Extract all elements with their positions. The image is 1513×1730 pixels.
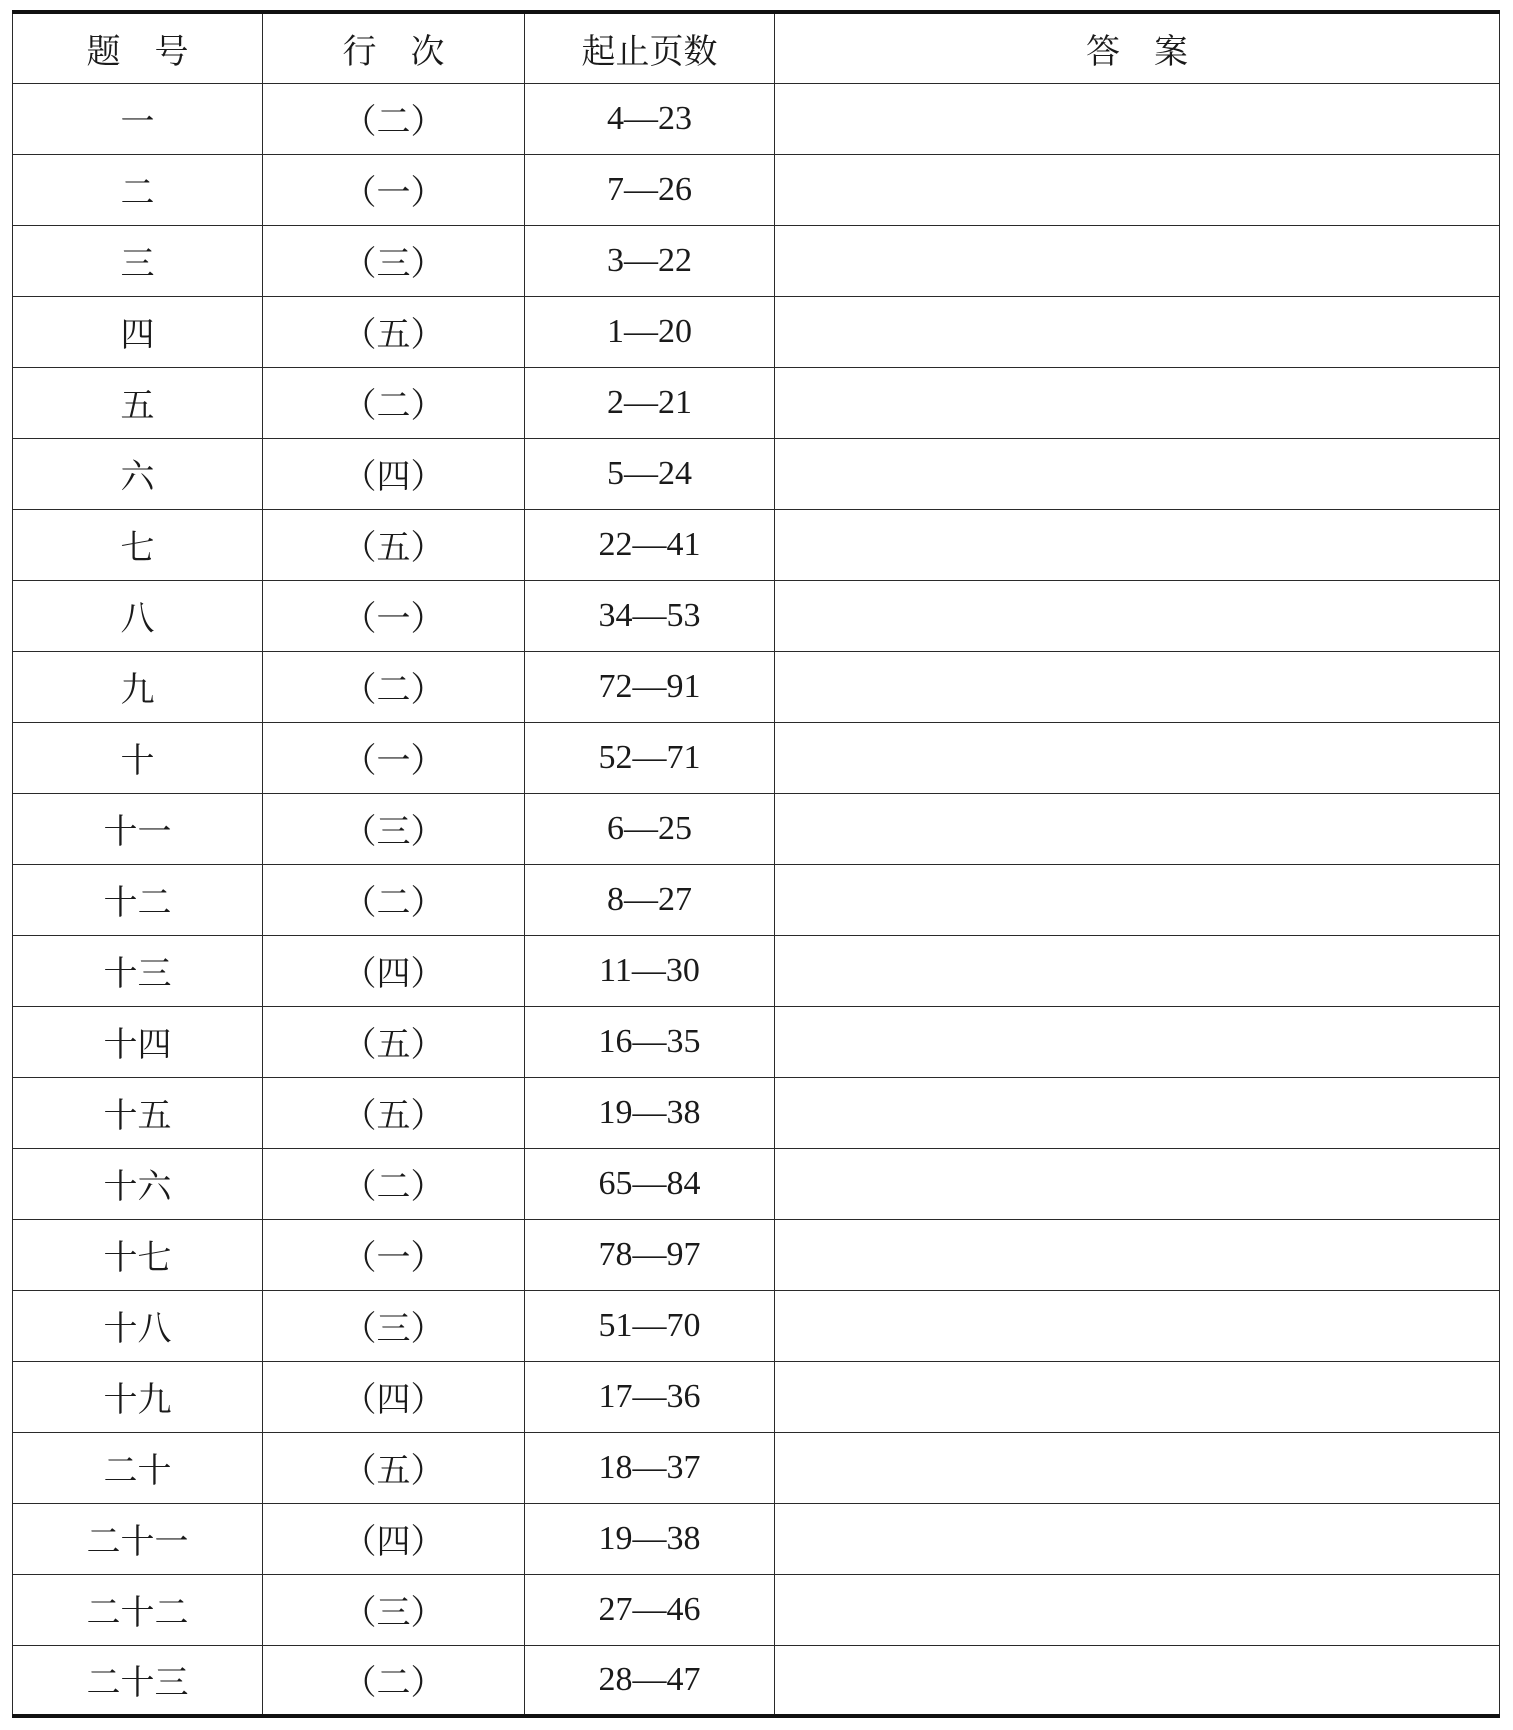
table-row — [13, 935, 1500, 1006]
line-number-cell: （四） — [263, 1361, 525, 1432]
line-number-cell: （五） — [263, 509, 525, 580]
line-number-cell: （四） — [263, 438, 525, 509]
answer-cell[interactable] — [775, 1432, 1500, 1503]
line-number-cell: （三） — [263, 1574, 525, 1645]
table-row — [13, 651, 1500, 722]
question-number-cell: 一 — [13, 83, 263, 154]
page-range-cell: 4—23 — [525, 83, 775, 154]
answer-cell[interactable] — [775, 651, 1500, 722]
page-range-cell: 19—38 — [525, 1503, 775, 1574]
header-row — [13, 12, 1500, 83]
page-range-cell: 22—41 — [525, 509, 775, 580]
question-number-cell: 八 — [13, 580, 263, 651]
answer-cell[interactable] — [775, 296, 1500, 367]
line-number-cell: （三） — [263, 225, 525, 296]
question-number-cell: 十六 — [13, 1148, 263, 1219]
answer-cell[interactable] — [775, 1290, 1500, 1361]
question-number-cell: 四 — [13, 296, 263, 367]
line-number-cell: （二） — [263, 367, 525, 438]
table-row — [13, 225, 1500, 296]
page-range-cell: 2—21 — [525, 367, 775, 438]
answer-cell[interactable] — [775, 722, 1500, 793]
question-number-cell: 十九 — [13, 1361, 263, 1432]
question-number-cell: 二十二 — [13, 1574, 263, 1645]
table-row — [13, 296, 1500, 367]
table-row — [13, 722, 1500, 793]
page-range-cell: 1—20 — [525, 296, 775, 367]
table-row — [13, 1361, 1500, 1432]
page-range-cell: 27—46 — [525, 1574, 775, 1645]
answer-cell[interactable] — [775, 367, 1500, 438]
question-number-cell: 十一 — [13, 793, 263, 864]
page-range-cell: 3—22 — [525, 225, 775, 296]
table-row — [13, 438, 1500, 509]
question-number-cell: 十二 — [13, 864, 263, 935]
line-number-cell: （二） — [263, 1148, 525, 1219]
answer-cell[interactable] — [775, 154, 1500, 225]
answer-cell[interactable] — [775, 83, 1500, 154]
question-number-cell: 十八 — [13, 1290, 263, 1361]
question-number-cell: 十 — [13, 722, 263, 793]
answer-cell[interactable] — [775, 864, 1500, 935]
table-row — [13, 864, 1500, 935]
table-row — [13, 580, 1500, 651]
answer-cell[interactable] — [775, 1574, 1500, 1645]
question-number-cell: 九 — [13, 651, 263, 722]
answer-sheet-table — [12, 10, 1500, 1718]
table-row — [13, 1006, 1500, 1077]
table-header — [13, 12, 1500, 83]
page-range-cell: 18—37 — [525, 1432, 775, 1503]
line-number-cell: （二） — [263, 651, 525, 722]
line-number-cell: （三） — [263, 793, 525, 864]
table-row — [13, 1077, 1500, 1148]
page-range-cell: 78—97 — [525, 1219, 775, 1290]
header-answer: 答 案 — [775, 12, 1500, 83]
line-number-cell: （一） — [263, 722, 525, 793]
answer-cell[interactable] — [775, 1219, 1500, 1290]
question-number-cell: 十五 — [13, 1077, 263, 1148]
table-row — [13, 1503, 1500, 1574]
question-number-cell: 二十 — [13, 1432, 263, 1503]
answer-cell[interactable] — [775, 1006, 1500, 1077]
answer-cell[interactable] — [775, 1361, 1500, 1432]
answer-cell[interactable] — [775, 509, 1500, 580]
table-row — [13, 367, 1500, 438]
line-number-cell: （一） — [263, 1219, 525, 1290]
page-range-cell: 17—36 — [525, 1361, 775, 1432]
table-row — [13, 793, 1500, 864]
answer-cell[interactable] — [775, 1077, 1500, 1148]
table-row — [13, 1645, 1500, 1716]
table-body — [13, 83, 1500, 1716]
page-range-cell: 51—70 — [525, 1290, 775, 1361]
answer-cell[interactable] — [775, 580, 1500, 651]
header-question-number: 题 号 — [13, 12, 263, 83]
question-number-cell: 十七 — [13, 1219, 263, 1290]
line-number-cell: （四） — [263, 935, 525, 1006]
line-number-cell: （五） — [263, 1432, 525, 1503]
line-number-cell: （二） — [263, 864, 525, 935]
page-range-cell: 16—35 — [525, 1006, 775, 1077]
line-number-cell: （一） — [263, 154, 525, 225]
table-row — [13, 1290, 1500, 1361]
question-number-cell: 五 — [13, 367, 263, 438]
line-number-cell: （五） — [263, 1006, 525, 1077]
line-number-cell: （二） — [263, 83, 525, 154]
page-range-cell: 8—27 — [525, 864, 775, 935]
line-number-cell: （五） — [263, 1077, 525, 1148]
line-number-cell: （四） — [263, 1503, 525, 1574]
page-range-cell: 72—91 — [525, 651, 775, 722]
page-range-cell: 28—47 — [525, 1645, 775, 1716]
line-number-cell: （一） — [263, 580, 525, 651]
table-row — [13, 83, 1500, 154]
line-number-cell: （三） — [263, 1290, 525, 1361]
answer-cell[interactable] — [775, 1645, 1500, 1716]
table-row — [13, 509, 1500, 580]
question-number-cell: 二十三 — [13, 1645, 263, 1716]
question-number-cell: 十三 — [13, 935, 263, 1006]
answer-cell[interactable] — [775, 1148, 1500, 1219]
question-number-cell: 七 — [13, 509, 263, 580]
page-range-cell: 5—24 — [525, 438, 775, 509]
page-range-cell: 7—26 — [525, 154, 775, 225]
table-row — [13, 1432, 1500, 1503]
line-number-cell: （五） — [263, 296, 525, 367]
header-line-number: 行 次 — [263, 12, 525, 83]
question-number-cell: 六 — [13, 438, 263, 509]
page-range-cell: 52—71 — [525, 722, 775, 793]
page-range-cell: 65—84 — [525, 1148, 775, 1219]
page-range-cell: 6—25 — [525, 793, 775, 864]
answer-cell[interactable] — [775, 225, 1500, 296]
page-range-cell: 11—30 — [525, 935, 775, 1006]
page-range-cell: 19—38 — [525, 1077, 775, 1148]
table-row — [13, 1219, 1500, 1290]
answer-cell[interactable] — [775, 935, 1500, 1006]
question-number-cell: 十四 — [13, 1006, 263, 1077]
question-number-cell: 二十一 — [13, 1503, 263, 1574]
table-row — [13, 154, 1500, 225]
answer-cell[interactable] — [775, 793, 1500, 864]
header-page-range: 起止页数 — [525, 12, 775, 83]
table-row — [13, 1574, 1500, 1645]
table-row — [13, 1148, 1500, 1219]
page-range-cell: 34—53 — [525, 580, 775, 651]
answer-cell[interactable] — [775, 1503, 1500, 1574]
line-number-cell: （二） — [263, 1645, 525, 1716]
answer-cell[interactable] — [775, 438, 1500, 509]
question-number-cell: 三 — [13, 225, 263, 296]
question-number-cell: 二 — [13, 154, 263, 225]
